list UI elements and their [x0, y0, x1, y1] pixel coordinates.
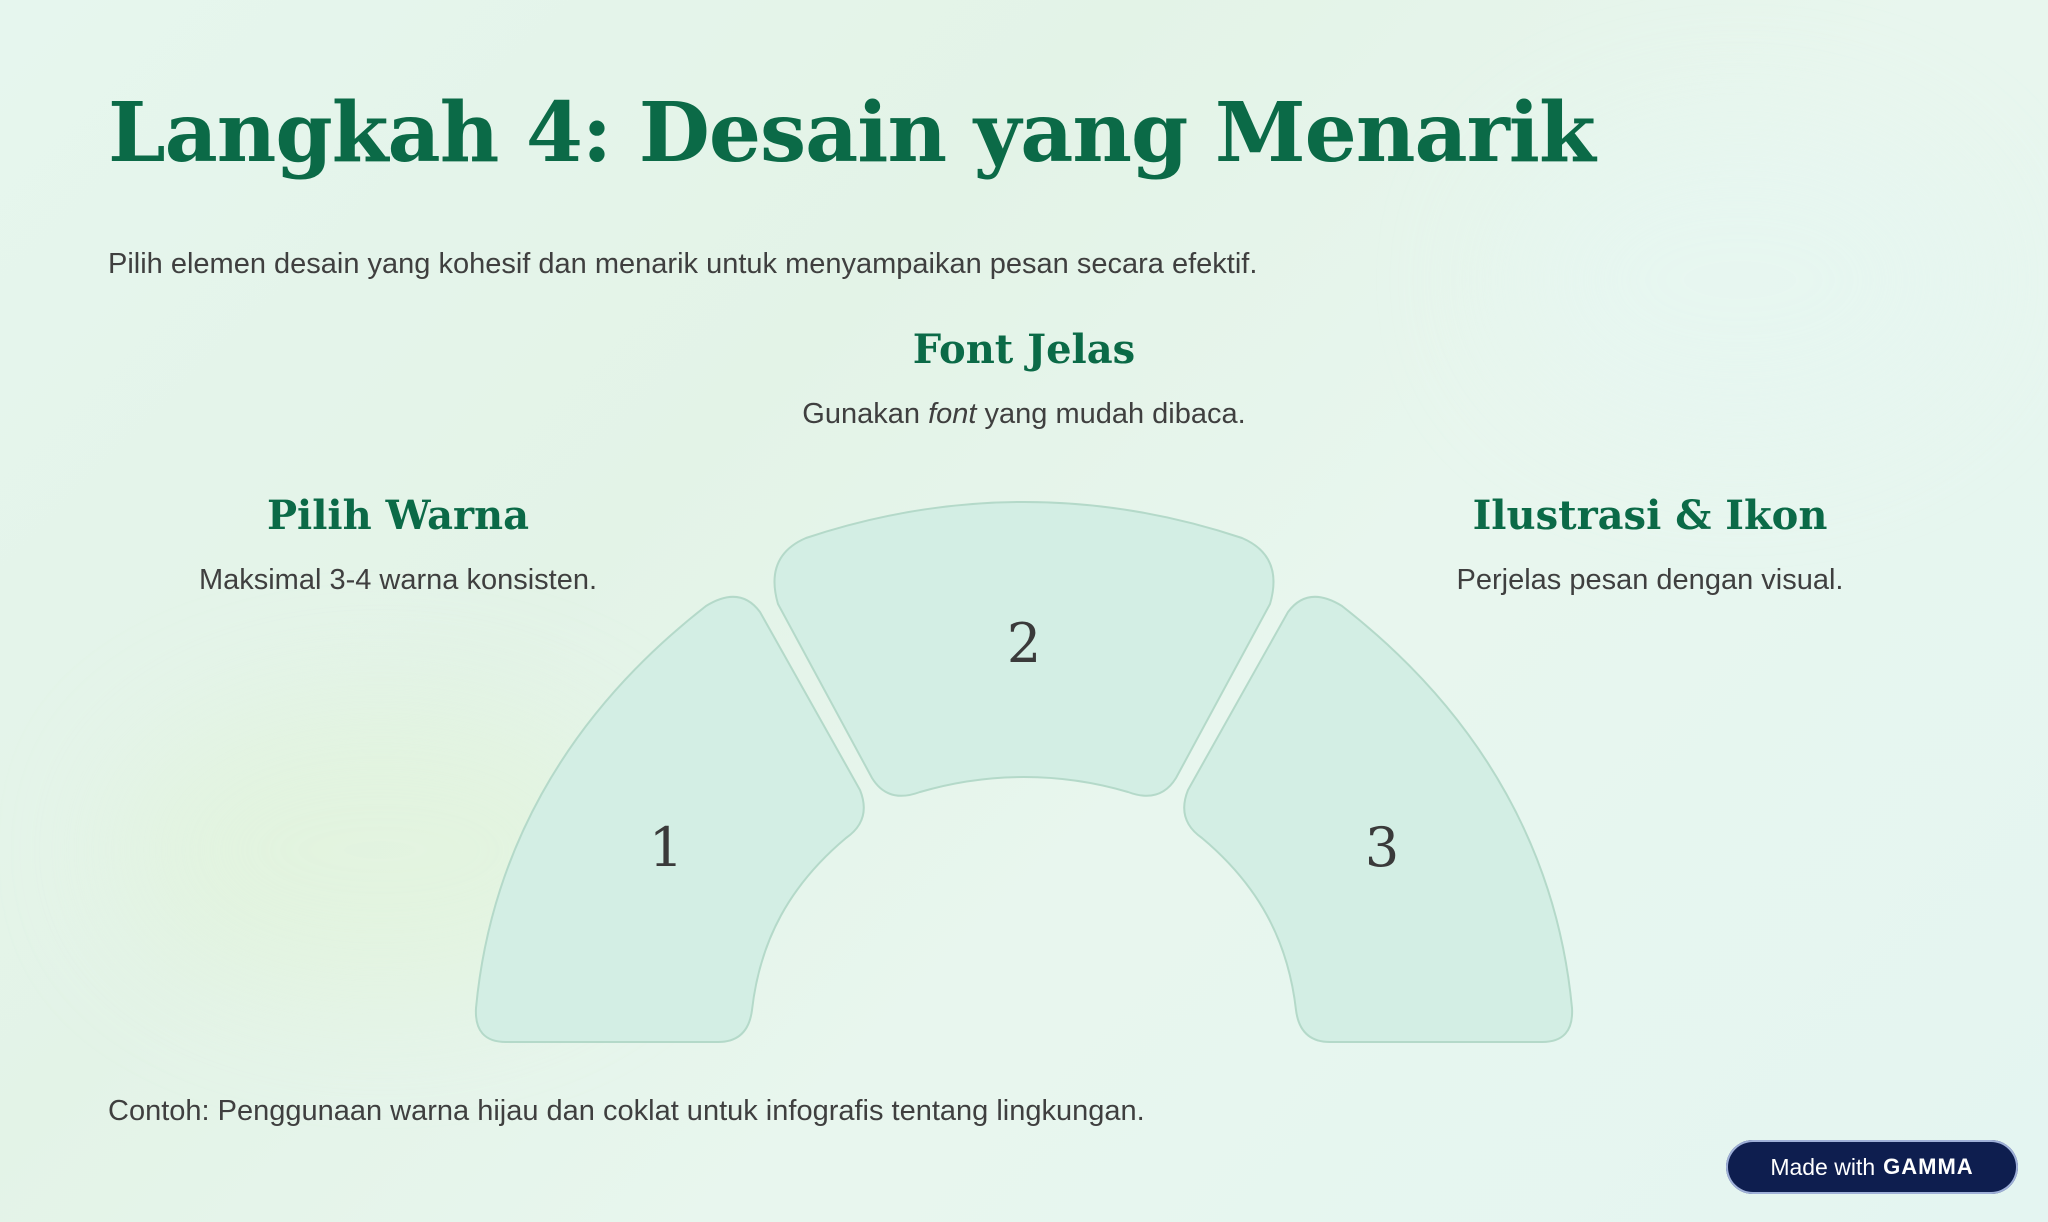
step-2-number: 2 — [1006, 612, 1042, 675]
page-subtitle: Pilih elemen desain yang kohesif dan menarik untuk menyampaikan pesan secara efektif. — [108, 248, 1258, 280]
step-1-number: 1 — [648, 816, 684, 879]
step-3-number: 3 — [1364, 816, 1400, 879]
gamma-logo: GAMMA — [1883, 1154, 1974, 1179]
page-title: Langkah 4: Desain yang Menarik — [108, 85, 1595, 181]
step-1-heading: Pilih Warna — [266, 492, 530, 539]
step-2-description: Gunakan font yang mudah dibaca. — [802, 398, 1246, 430]
step-3-description: Perjelas pesan dengan visual. — [1456, 564, 1844, 596]
step-1-description: Maksimal 3-4 warna konsisten. — [198, 564, 598, 596]
badge-prefix: Made with — [1770, 1153, 1876, 1180]
example-note: Contoh: Penggunaan warna hijau dan coklat untuk infografis tentang lingkungan. — [108, 1095, 1145, 1127]
step-3-heading: Ilustrasi & Ikon — [1472, 492, 1828, 539]
made-with-gamma-badge[interactable] — [1726, 1140, 2018, 1194]
step-2-heading: Font Jelas — [912, 326, 1136, 373]
